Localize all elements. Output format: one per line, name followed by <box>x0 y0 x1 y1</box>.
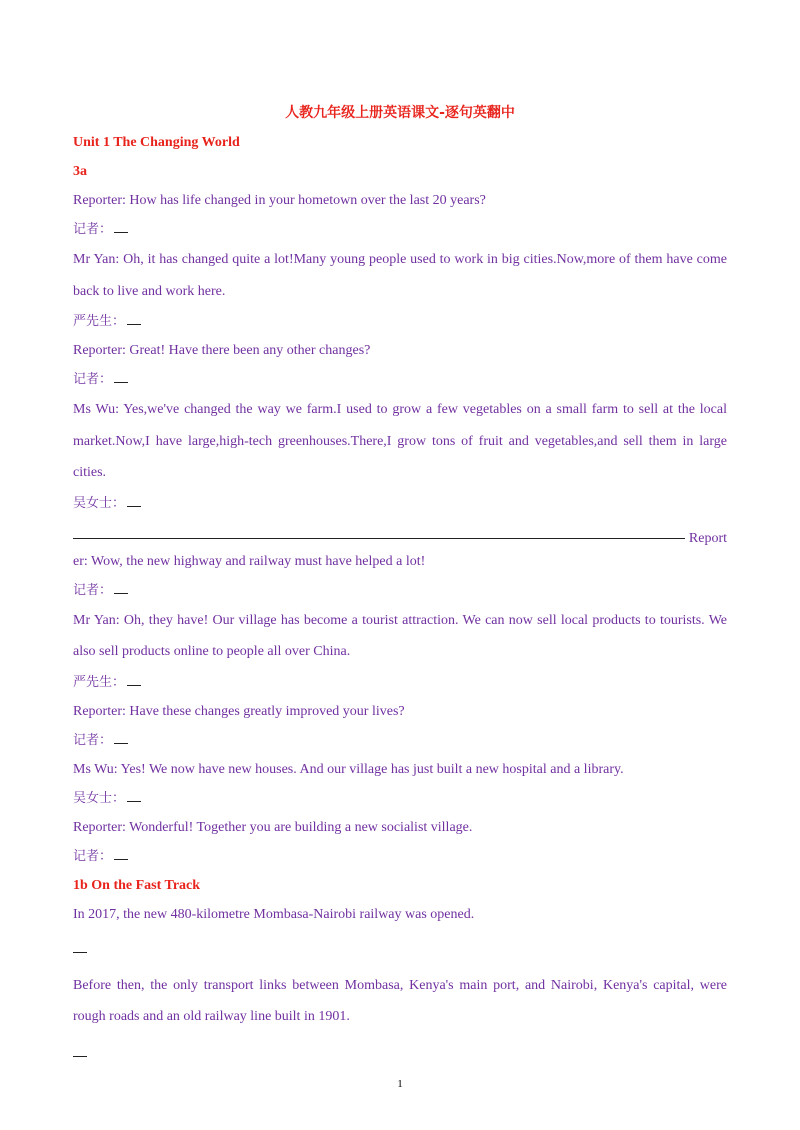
answer-blank <box>73 942 87 953</box>
answer-blank <box>114 849 128 860</box>
english-line: Ms Wu: Yes,we've changed the way we farm.I used to grow a few vegetables on a small farm to sell at the local market.Now,I have large,high-tech greenhouses.There,I grow tons of fruit and vegetables,and sell them in large cities. <box>73 402 727 480</box>
translation-line: 记者： <box>73 576 727 605</box>
english-line: Ms Wu: Yes! We now have new houses. And our village has just built a new hospital and a library. <box>73 761 624 777</box>
english-line: Mr Yan: Oh, they have! Our village has become a tourist attraction. We can now sell local products to tourists. We also sell products online to people all over China. <box>73 612 727 659</box>
english-line: Reporter: How has life changed in your hometown over the last 20 years? <box>73 193 486 208</box>
translation-line <box>73 1039 727 1068</box>
translation-line: 吴女士： <box>73 784 727 813</box>
section-heading-1b: 1b On the Fast Track <box>73 877 201 893</box>
translation-line: 严先生： <box>73 307 727 336</box>
english-line: In 2017, the new 480-kilometre Mombasa-Nairobi railway was opened. <box>73 906 475 922</box>
page-number: 1 <box>397 1078 403 1090</box>
document-body <box>73 128 727 1068</box>
english-line: Before then, the only transport links between Mombasa, Kenya's main port, and Nairobi, Kenya's capital, were rough roads and an old railway line built in 1901. <box>73 977 727 1024</box>
translation-line: 吴女士： <box>73 489 727 518</box>
answer-blank <box>73 1046 87 1057</box>
english-line: Reporter: Wonderful! Together you are building a new socialist village. <box>73 819 473 835</box>
unit-heading: Unit 1 The Changing World <box>73 135 240 150</box>
translation-line: 记者： <box>73 215 727 244</box>
translation-line: 记者： <box>73 365 727 394</box>
answer-blank <box>114 372 128 383</box>
section-heading-3a: 3a <box>73 164 87 179</box>
answer-blank <box>127 314 141 325</box>
answer-blank <box>127 496 141 507</box>
english-line-start: Report <box>688 530 727 546</box>
english-line: Mr Yan: Oh, it has changed quite a lot!Many young people used to work in big cities.Now,more of them have come back to live and work here. <box>73 252 727 299</box>
answer-blank <box>127 791 141 802</box>
long-answer-line <box>73 518 727 547</box>
translation-line <box>73 935 727 964</box>
document-title: 人教九年级上册英语课文-逐句英翻中 <box>285 105 515 121</box>
english-line: Reporter: Have these changes greatly improved your lives? <box>73 703 405 719</box>
english-line: Reporter: Great! Have there been any other changes? <box>73 343 371 358</box>
english-line: er: Wow, the new highway and railway must have helped a lot! <box>73 553 426 569</box>
translation-line: 严先生： <box>73 668 727 697</box>
answer-blank <box>127 675 141 686</box>
answer-blank <box>114 583 128 594</box>
answer-blank <box>114 733 128 744</box>
translation-line: 记者： <box>73 842 727 871</box>
answer-blank <box>114 222 128 233</box>
answer-rule <box>73 538 685 539</box>
translation-line: 记者： <box>73 726 727 755</box>
